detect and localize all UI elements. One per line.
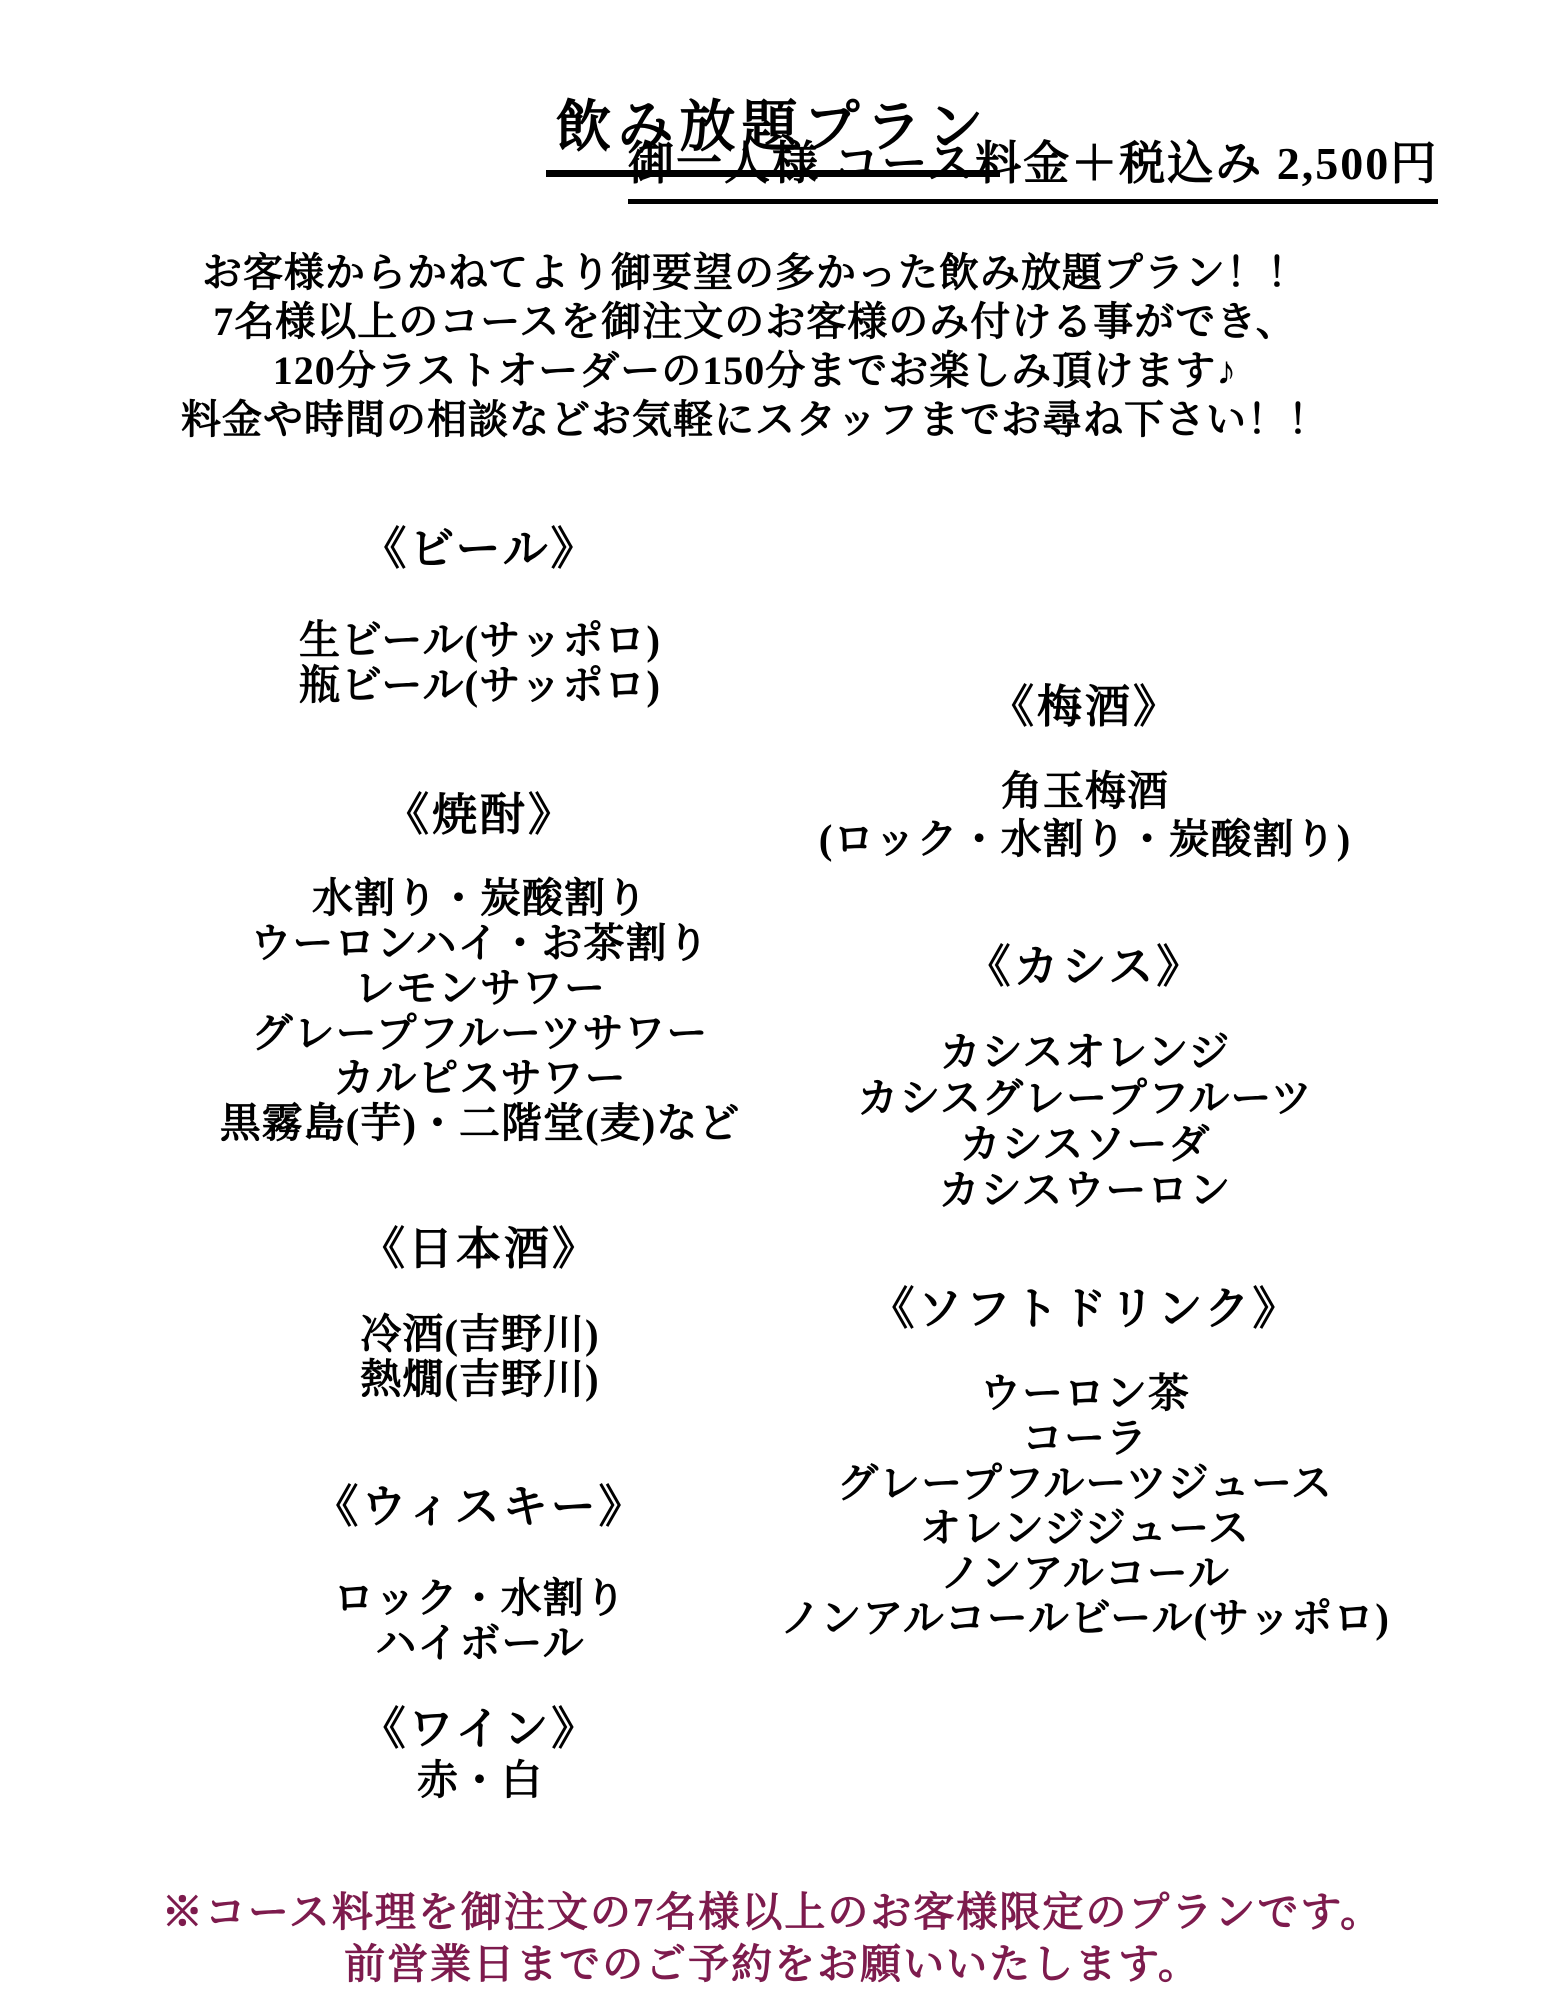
menu-item: カシスオレンジ <box>939 1029 1231 1075</box>
menu-section <box>130 788 830 1146</box>
menu-section <box>735 1282 1435 1641</box>
menu-item: 冷酒(吉野川) <box>360 1311 600 1357</box>
menu-item: カシスソーダ <box>959 1121 1211 1167</box>
menu-item: ロック・水割り <box>333 1575 627 1621</box>
footer-line: 前営業日までのご予約をお願いいたします。 <box>344 1941 1201 1987</box>
menu-item: グレープフルーツジュース <box>837 1460 1333 1506</box>
menu-section <box>130 522 830 708</box>
menu-item: 赤・白 <box>417 1757 543 1803</box>
menu-item: (ロック・水割り・炭酸割り) <box>818 816 1352 862</box>
menu-section-heading: 《ビール》 <box>361 524 599 574</box>
menu-item: 水割り・炭酸割り <box>312 875 648 921</box>
menu-item: 瓶ビール(サッポロ) <box>298 662 662 708</box>
menu-item: ウーロンハイ・お茶割り <box>250 920 710 966</box>
menu-item: 生ビール(サッポロ) <box>298 617 662 663</box>
menu-section-heading: 《ウィスキー》 <box>313 1482 647 1532</box>
menu-item-list <box>130 618 830 708</box>
menu-item: ハイボール <box>375 1620 585 1666</box>
menu-item-list <box>735 1371 1435 1641</box>
page-title: 飲み放題プラン <box>546 96 1000 177</box>
menu-item-list <box>735 1029 1435 1213</box>
menu-item: コーラ <box>1022 1415 1148 1461</box>
menu-item-list <box>130 1758 830 1803</box>
menu-column-left <box>130 0 830 2000</box>
menu-item: ウーロン茶 <box>980 1370 1190 1416</box>
menu-column-right <box>735 0 1435 2000</box>
price-subtitle: 御一人様 コース料金＋税込み 2,500円 <box>628 136 1438 204</box>
menu-item: 角玉梅酒 <box>1001 768 1169 814</box>
intro-line: 120分ラストオーダーの150分までお楽しみ頂けます♪ <box>272 348 1238 393</box>
menu-section <box>735 680 1435 863</box>
footer-line: ※コース料理を御注文の7名様以上のお客様限定のプランです。 <box>161 1889 1384 1935</box>
menu-item: オレンジジュース <box>919 1505 1251 1551</box>
menu-item-list <box>130 1312 830 1402</box>
menu-section-heading: 《ソフトドリンク》 <box>869 1284 1301 1334</box>
menu-item: レモンサワー <box>354 965 606 1011</box>
menu-item: 熱燗(吉野川) <box>360 1356 600 1402</box>
menu-section-heading: 《日本酒》 <box>359 1224 600 1274</box>
footer-note <box>0 1886 1545 1990</box>
intro-line: 料金や時間の相談などお気軽にスタッフまでお尋ね下さい！！ <box>181 397 1329 442</box>
menu-item: 黒霧島(芋)・二階堂(麦)など <box>219 1100 741 1146</box>
menu-item-list <box>130 1576 830 1666</box>
menu-item: カシスグレープフルーツ <box>857 1075 1313 1121</box>
menu-item: カシスウーロン <box>938 1167 1232 1213</box>
menu-section <box>130 1222 830 1402</box>
menu-section-heading: 《焼酎》 <box>383 790 576 840</box>
menu-section <box>130 1480 830 1666</box>
menu-item: カルピスサワー <box>333 1055 627 1101</box>
menu-item: ノンアルコールビール(サッポロ) <box>780 1595 1390 1641</box>
intro-line: お客様からかねてより御要望の多かった飲み放題プラン！！ <box>202 250 1308 295</box>
intro-line: 7名様以上のコースを御注文のお客様のみ付ける事ができ、 <box>213 299 1297 344</box>
menu-item: グレープフルーツサワー <box>251 1010 709 1056</box>
menu-section-heading: 《ワイン》 <box>360 1704 600 1754</box>
menu-section <box>735 940 1435 1213</box>
menu-section-heading: 《梅酒》 <box>988 682 1181 732</box>
menu-item-list <box>130 876 830 1146</box>
menu-section-heading: 《カシス》 <box>965 942 1205 992</box>
menu-item-list <box>735 767 1435 863</box>
menu-item: ノンアルコール <box>940 1550 1230 1596</box>
menu-section <box>130 1702 830 1803</box>
